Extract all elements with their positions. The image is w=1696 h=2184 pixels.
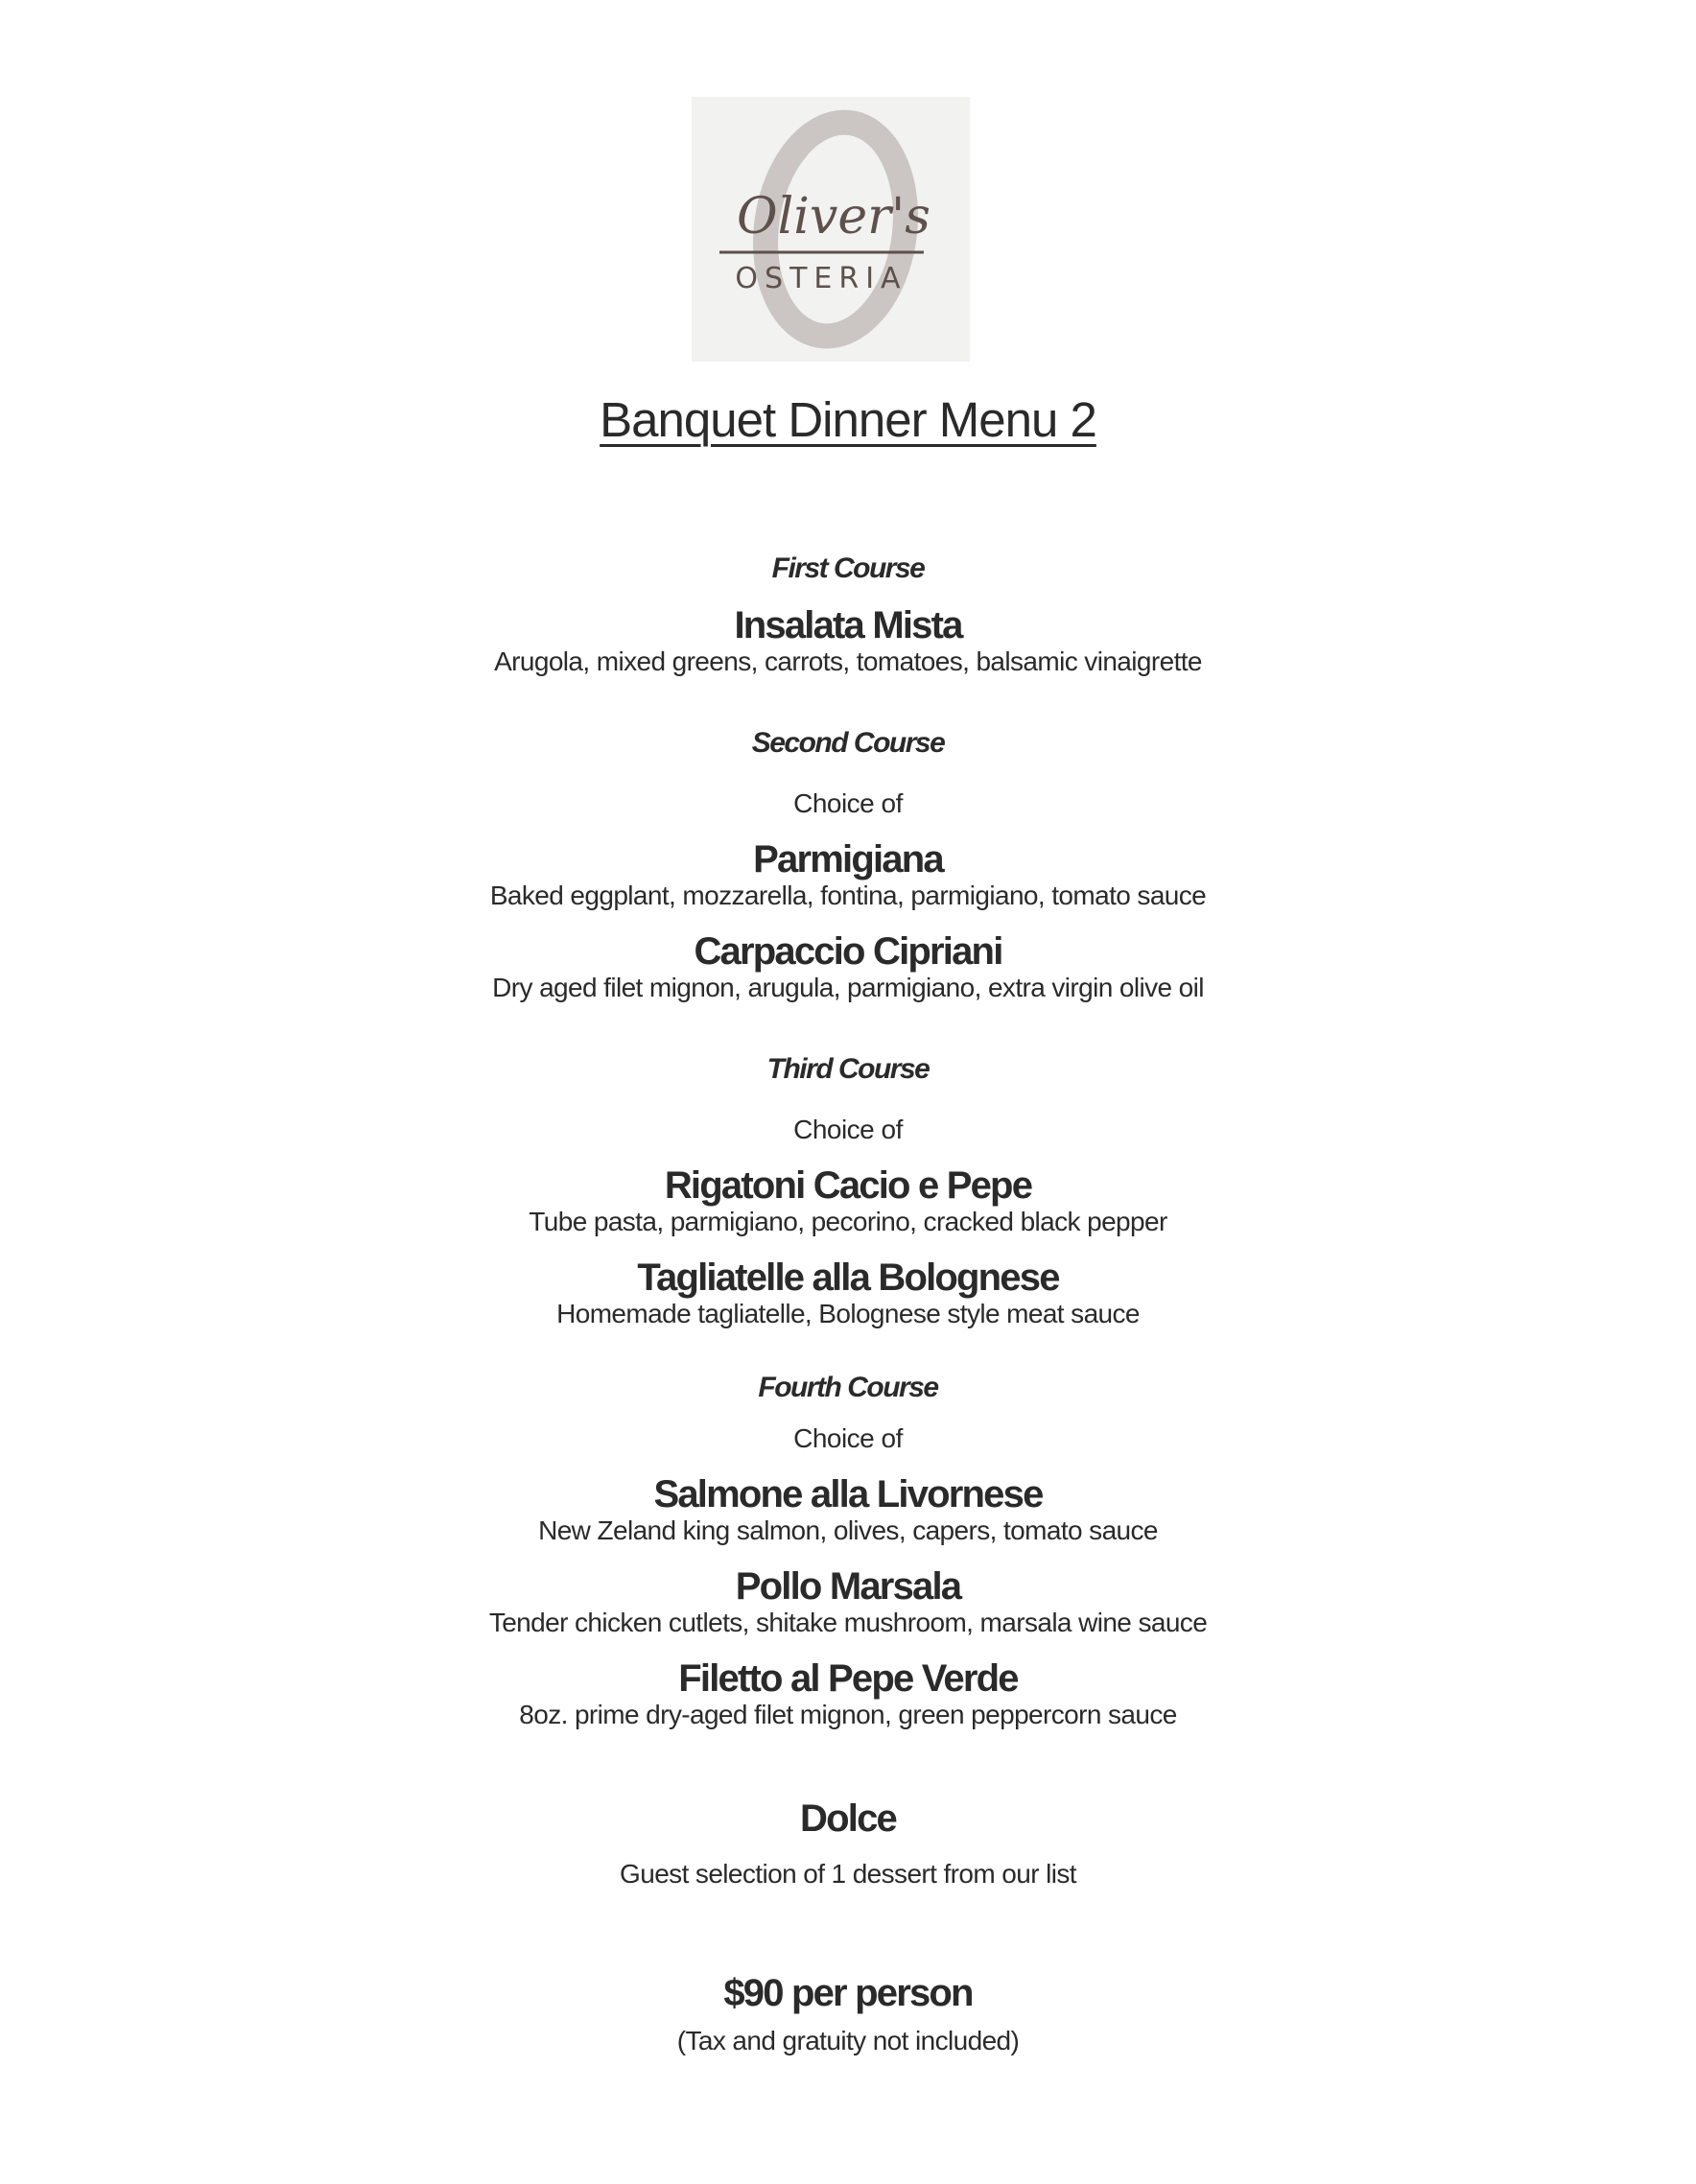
- dish-description-insalata-mista: Arugola, mixed greens, carrots, tomatoes, balsamic vinaigrette: [494, 646, 1202, 676]
- dish-name-filetto-al-pepe-verde: Filetto al Pepe Verde: [678, 1657, 1018, 1700]
- logo-script-text: Oliver's: [737, 188, 930, 246]
- course-heading-fourth: Fourth Course: [758, 1372, 938, 1403]
- course-heading-second: Second Course: [751, 727, 945, 759]
- dish-description-carpaccio-cipriani: Dry aged filet mignon, arugula, parmigiano, extra virgin olive oil: [492, 973, 1204, 1002]
- dish-description-rigatoni-cacio-e-pepe: Tube pasta, parmigiano, pecorino, cracked black pepper: [529, 1207, 1167, 1236]
- dish-name-pollo-marsala: Pollo Marsala: [735, 1565, 961, 1608]
- restaurant-logo: [692, 97, 970, 362]
- dish-name-carpaccio-cipriani: Carpaccio Cipriani: [694, 930, 1002, 973]
- dessert-description: Guest selection of 1 dessert from our list: [620, 1859, 1076, 1889]
- page-title: Banquet Dinner Menu 2: [600, 392, 1096, 447]
- dish-name-salmone-alla-livornese: Salmone alla Livornese: [653, 1473, 1043, 1515]
- dessert-heading: Dolce: [800, 1797, 896, 1840]
- price-note: (Tax and gratuity not included): [676, 2026, 1020, 2055]
- dish-description-salmone-alla-livornese: New Zeland king salmon, olives, capers, tomato sauce: [538, 1515, 1158, 1545]
- choice-of-label: Choice of: [793, 788, 903, 818]
- dish-name-insalata-mista: Insalata Mista: [734, 604, 962, 646]
- dish-name-tagliatelle-alla-bolognese: Tagliatelle alla Bolognese: [637, 1256, 1059, 1299]
- dish-name-parmigiana: Parmigiana: [753, 838, 943, 881]
- logo-mark: [692, 97, 970, 362]
- logo-sub-text: OSTERIA: [735, 262, 907, 295]
- dish-name-rigatoni-cacio-e-pepe: Rigatoni Cacio e Pepe: [664, 1164, 1032, 1207]
- choice-of-label: Choice of: [793, 1115, 903, 1144]
- price-per-person: $90 per person: [723, 1972, 973, 2014]
- course-heading-third: Third Course: [766, 1053, 930, 1085]
- course-heading-first: First Course: [771, 552, 925, 584]
- dish-description-parmigiana: Baked eggplant, mozzarella, fontina, parmigiano, tomato sauce: [489, 881, 1207, 910]
- dish-description-filetto-al-pepe-verde: 8oz. prime dry-aged filet mignon, green peppercorn sauce: [519, 1700, 1177, 1729]
- dish-description-pollo-marsala: Tender chicken cutlets, shitake mushroom, marsala wine sauce: [488, 1608, 1208, 1637]
- dish-description-tagliatelle-alla-bolognese: Homemade tagliatelle, Bolognese style meat sauce: [556, 1299, 1140, 1328]
- choice-of-label: Choice of: [793, 1423, 903, 1453]
